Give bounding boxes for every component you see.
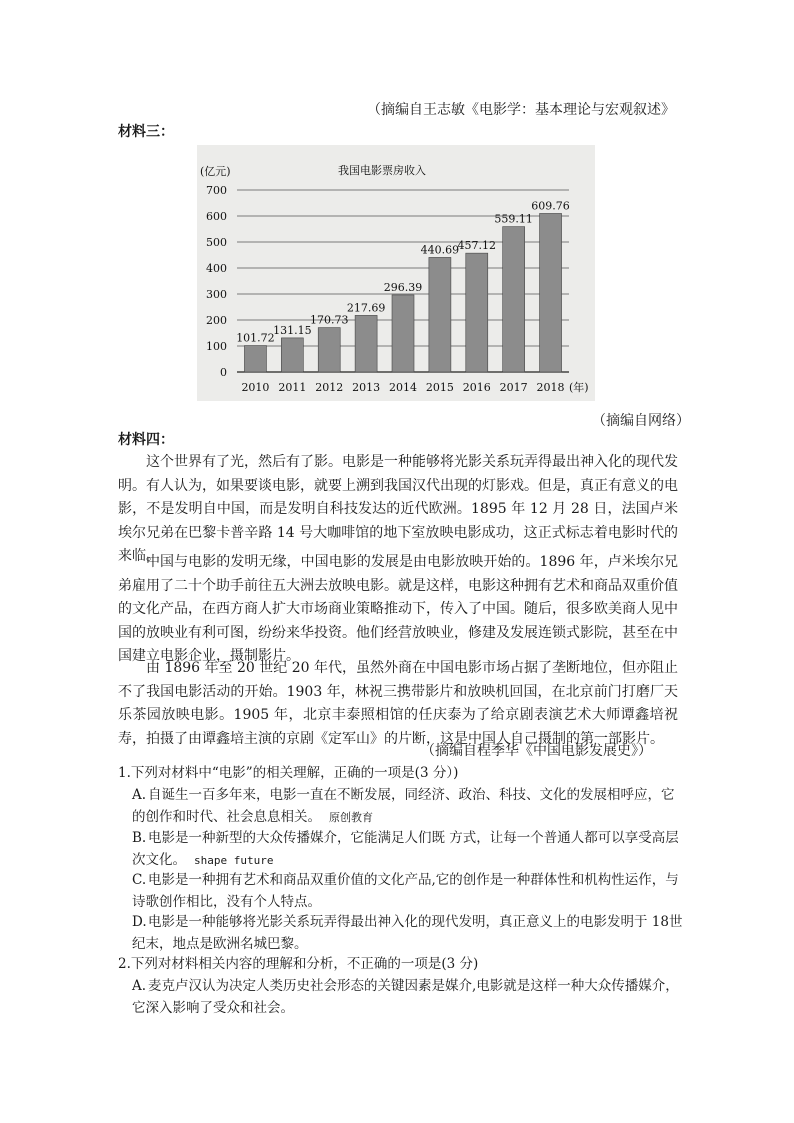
option-label: B.: [132, 830, 147, 846]
chart-svg: [197, 145, 595, 401]
option-label: A.: [132, 787, 147, 803]
x-axis-unit: (年): [569, 381, 589, 394]
bar-2010: [244, 346, 266, 372]
y-tick-label: 200: [206, 314, 227, 327]
question-1-option-d: [132, 911, 684, 955]
bar-2018: [540, 213, 562, 372]
material3-heading: 材料三：: [118, 124, 174, 140]
option-label: C.: [132, 872, 147, 888]
bar-2012: [318, 328, 340, 372]
x-tick-label: 2013: [352, 381, 381, 394]
x-tick-label: 2012: [315, 381, 344, 394]
bar-2014: [392, 295, 414, 372]
x-tick-label: 2014: [389, 381, 417, 394]
option-label: D.: [132, 914, 147, 930]
y-tick-label: 500: [206, 236, 227, 249]
x-tick-label: 2016: [462, 381, 491, 394]
paragraph-2: 中国与电影的发明无缘，中国电影的发展是由电影放映开始的。1896 年，卢米埃尔兄弟雇用了二十个助手前往五大洲去放映电影。就是这样，电影这种拥有艺术和商品双重价值的文化产品，在西方商人扩大市场商业策略推动下，传入了中国。随后，很多欧美商人见中国的放映业有利可图，纷纷来华投资。他们经营放映业，修建及发展连锁式影院，甚至在中国建立电影企业，摄制影片。: [118, 554, 678, 664]
question-1-option-a: [132, 784, 684, 829]
question-1-stem: 1.下列对材料中“电影”的相关理解，正确的一项是(3 分）): [118, 765, 459, 781]
material3-source: （摘编自网络）: [592, 413, 690, 429]
question-2-stem: 2.下列对材料相关内容的理解和分析，不正确的一项是(3 分): [118, 956, 479, 972]
option-label: A.: [132, 978, 147, 994]
bar-value-label: 440.69: [420, 243, 460, 257]
bar-value-label: 131.15: [273, 323, 312, 337]
question-1-option-c: [132, 869, 684, 913]
watermark-note: 原创教育: [329, 811, 373, 824]
option-text: 自诞生一百多年来，电影一直在不断发展，同经济、政治、科技、文化的发展相呼应，它的创作和时代、社会息息相关。: [132, 787, 675, 825]
material4-heading: 材料四：: [118, 432, 174, 448]
chart-title: 我国电影票房收入: [338, 164, 426, 177]
y-tick-label: 600: [206, 210, 227, 223]
bar-2013: [355, 315, 377, 372]
y-tick-label: 300: [206, 288, 227, 301]
bar-2011: [281, 338, 303, 372]
box-office-chart: [197, 145, 595, 401]
bar-value-label: 609.76: [531, 199, 570, 213]
x-tick-label: 2015: [425, 381, 454, 394]
x-tick-label: 2010: [241, 381, 270, 394]
paragraph-1: 这个世界有了光，然后有了影。电影是一种能够将光影关系玩弄得最出神入化的现代发明。有人认为，如果要谈电影，就要上溯到我国汉代出现的灯影戏。但是，真正有意义的电影，不是发明自中国，而是发明自科技发达的近代欧洲。1895 年 12 月 28 日，法国卢米埃尔兄弟在巴黎卡普辛路 14 号大咖啡馆的地下室放映电影成功，这正式标志着电影时代的来临。: [118, 454, 678, 564]
material4-source: （摘编自程季华《中国电影发展史》）: [421, 743, 652, 759]
x-tick-label: 2018: [536, 381, 565, 394]
bar-value-label: 170.73: [309, 313, 349, 327]
question-1-option-b: [132, 827, 684, 872]
option-text: 电影是一种拥有艺术和商品双重价值的文化产品,它的创作是一种群体性和机构性运作，与诗歌创作相比，没有个人特点。: [132, 872, 679, 910]
x-tick-label: 2011: [278, 381, 307, 394]
bar-2015: [429, 257, 451, 372]
option-text: 电影是一种新型的大众传播媒介，它能满足人们既 方式，让每一个普通人都可以享受高层次文化。: [132, 830, 679, 868]
option-text: 麦克卢汉认为决定人类历史社会形态的关键因素是媒介,电影就是这样一种大众传播媒介，它深入影响了受众和社会。: [132, 978, 679, 1016]
paragraph-3: 由 1896 年至 20 世纪 20 年代，虽然外商在中国电影市场占据了垄断地位，但亦阻止不了我国电影活动的开始。1903 年，林祝三携带影片和放映机回国，在北京前门打磨厂天乐茶园放映电影。1905 年，北京丰泰照相馆的任庆泰为了给京剧表演艺术大师谭鑫培祝寿，拍摄了由谭鑫培主演的京剧《定军山》的片断，这是中国人自己摄制的第一部影片。: [118, 660, 678, 747]
y-tick-label: 0: [220, 366, 227, 379]
y-tick-label: 100: [206, 340, 227, 353]
y-axis-unit: (亿元): [200, 165, 231, 178]
y-tick-label: 400: [206, 262, 227, 275]
bar-value-label: 559.11: [494, 212, 533, 226]
bar-2016: [466, 253, 488, 372]
question-2-option-a: [132, 975, 684, 1019]
bar-2017: [503, 227, 525, 372]
y-tick-label: 700: [206, 184, 227, 197]
bar-value-label: 296.39: [383, 280, 423, 294]
bar-value-label: 457.12: [457, 239, 497, 253]
watermark-note: shape future: [194, 854, 274, 867]
bar-value-label: 217.69: [346, 301, 386, 315]
option-text: 电影是一种能够将光影关系玩弄得最出神入化的现代发明，真正意义上的电影发明于 18世纪末，地点是欧洲名城巴黎。: [132, 914, 683, 952]
x-tick-label: 2017: [499, 381, 528, 394]
bar-value-label: 101.72: [236, 331, 275, 345]
material2-source: （摘编自王志敏《电影学：基本理论与宏观叙述》: [367, 102, 675, 118]
